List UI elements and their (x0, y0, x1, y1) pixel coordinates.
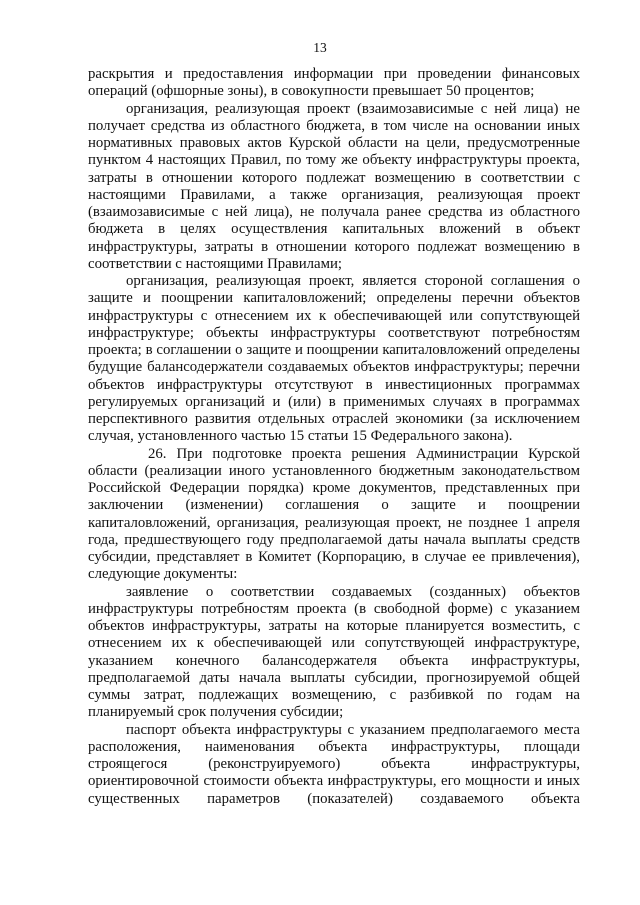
document-body (88, 66, 580, 808)
paragraph-clause-26: 26. При подготовке проекта решения Администрации Курской области (реализации иного установленного бюджетным законодательством Российской Федерации порядка) кроме документов, представленных при заключении (изменении) соглашения о защите и поощрении капиталовложений, организация, реализующая проект, не позднее 1 апреля года, предшествующего году предполагаемой даты начала выплаты средств субсидии, представляет в Комитет (Корпорацию, в случае ее привлечения), следующие документы: (88, 445, 580, 583)
paragraph-offshore-continuation: раскрытия и предоставления информации при проведении финансовых операций (офшорные зоны), в совокупности превышает 50 процентов; (88, 66, 580, 100)
paragraph-application-statement: заявление о соответствии создаваемых (созданных) объектов инфраструктуры потребностям проекта (в свободной форме) с указанием объектов инфраструктуры, затраты на которые планируется возместить, с отнесением их к обеспечивающей или сопутствующей инфраструктуре, указанием конечного балансодержателя объекта инфраструктуры, предполагаемой даты начала выплаты субсидии, прогнозируемой общей суммы затрат, подлежащих возмещению, с разбивкой по годам на планируемый срок получения субсидии; (88, 583, 580, 721)
paragraph-investment-agreement: организация, реализующая проект, является стороной соглашения о защите и поощрении капиталовложений; определены перечни объектов инфраструктуры с отнесением их к обеспечивающей или сопутствующей инфраструктуре; объекты инфраструктуры соответствуют потребностям проекта; в соглашении о защите и поощрении капиталовложений определены будущие балансодержатели создаваемых объектов инфраструктуры; перечни объектов инфраструктуры отсутствуют в инвестиционных программах регулируемых организаций и (или) в применимых случаях в программах перспективного развития отдельных отраслей экономики (за исключением случая, установленного частью 15 статьи 15 Федерального закона). (88, 273, 580, 445)
paragraph-budget-funds: организация, реализующая проект (взаимозависимые с ней лица) не получает средства из областного бюджета, в том числе на основании иных нормативных правовых актов Курской области на цели, предусмотренные пунктом 4 настоящих Правил, по тому же объекту инфраструктуры проекта, затраты в отношении которого подлежат возмещению в соответствии с настоящими Правилами, а также организация, реализующая проект (взаимозависимые с ней лица), не получала ранее средства из областного бюджета в целях осуществления капитальных вложений в объект инфраструктуры, затраты в отношении которого подлежат возмещению в соответствии с настоящими Правилами; (88, 100, 580, 272)
page-number: 13 (313, 40, 327, 55)
paragraph-infrastructure-passport: паспорт объекта инфраструктуры с указанием предполагаемого места расположения, наименования объекта инфраструктуры, площади строящегося (реконструируемого) объекта инфраструктуры, ориентировочной стоимости объекта инфраструктуры, его мощности и иных существенных параметров (показателей) создаваемого объекта (88, 721, 580, 807)
